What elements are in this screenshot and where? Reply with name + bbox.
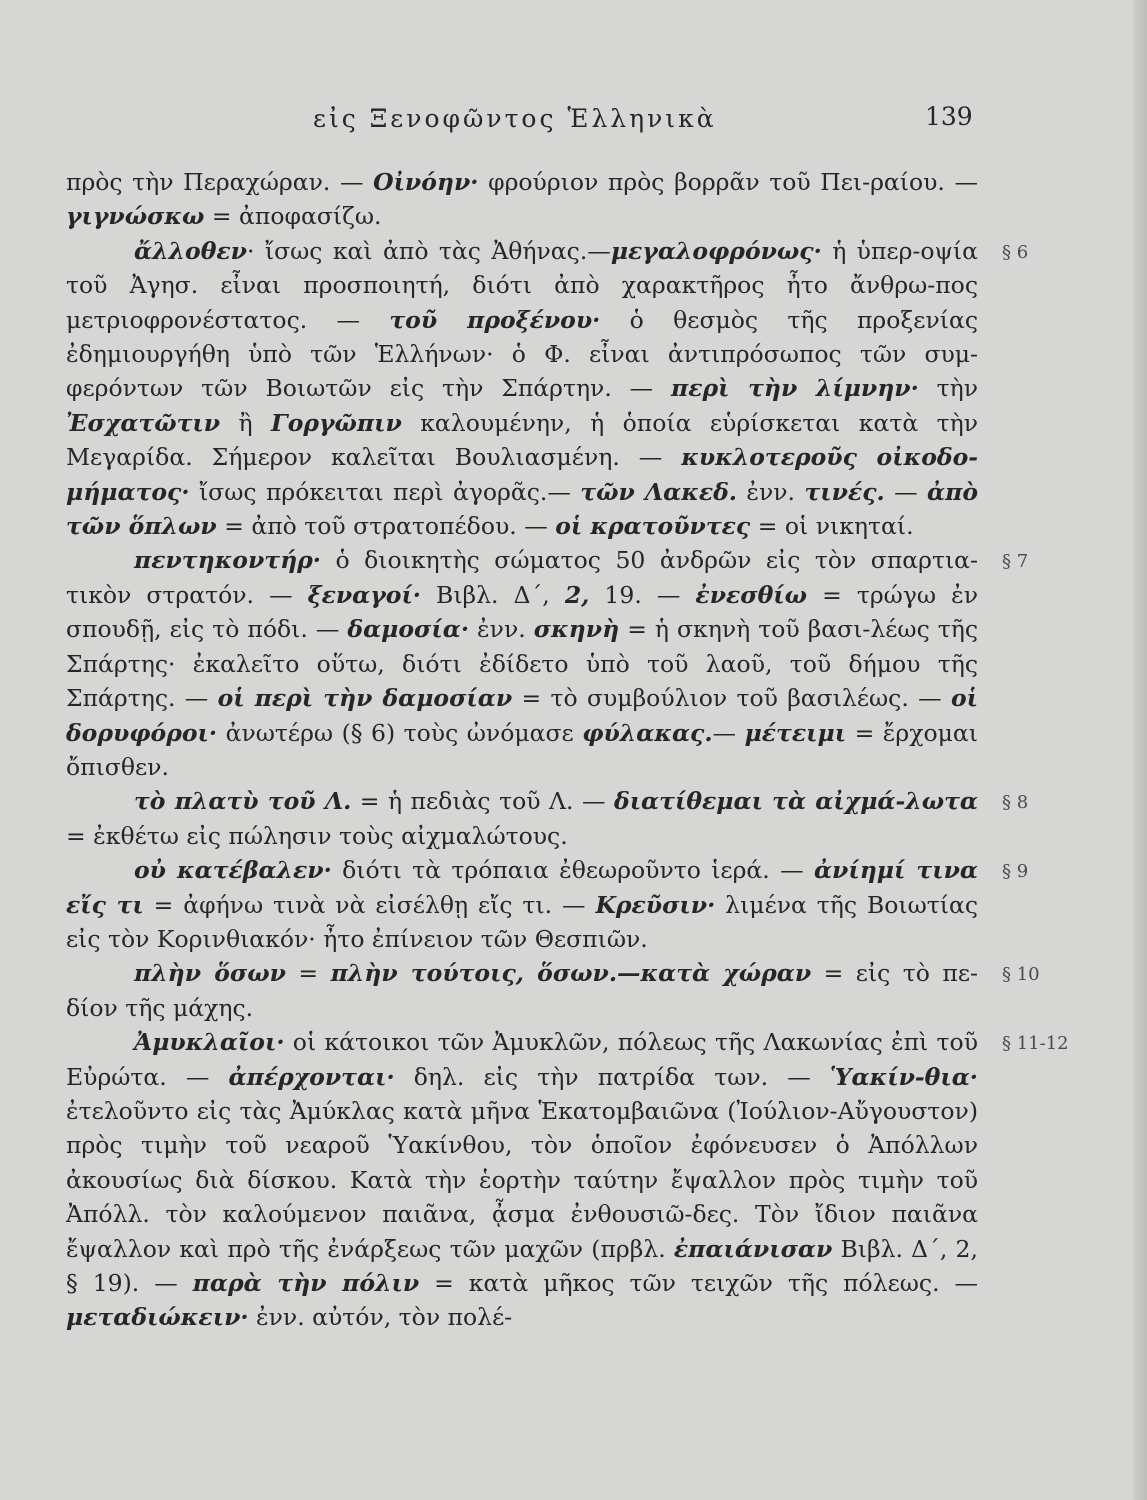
gloss-text: ὁ διοικητὴς σώματος 50 ἀνδρῶν εἰς τὸν σπαρτια-τικὸν στρατόν. — xyxy=(66,546,978,609)
gloss-text: πρὸς τὴν Περαχώραν. — xyxy=(66,168,374,196)
gloss-text: = τὸ συμβούλιον τοῦ βασιλέως. — xyxy=(512,684,951,713)
lemma: Οἰνόην· xyxy=(373,168,479,196)
section-marker: § 7 xyxy=(1002,551,1029,573)
paragraph xyxy=(66,1025,1069,1335)
gloss-text: 19. — xyxy=(589,580,696,609)
lemma: σκηνὴ xyxy=(533,615,620,644)
lemma: γιγνώσκω xyxy=(66,202,205,231)
gloss-text: Βιβλ. Δ΄, 2, § 19). — xyxy=(66,1234,978,1297)
lemma: παρὰ τὴν πόλιν xyxy=(192,1269,420,1297)
section-marker: § 11-12 xyxy=(1002,1033,1069,1055)
lemma: ξεναγοί· xyxy=(307,580,421,609)
gloss-text: λιμένα τῆς Βοιωτίας εἰς τὸν Κορινθιακόν· ἦτο ἐπίνειον τῶν Θεσπιῶν. xyxy=(66,890,978,953)
gloss-text: — xyxy=(884,477,928,506)
gloss-text: · ἴσως καὶ ἀπὸ τὰς Ἀθήνας.— xyxy=(246,236,611,265)
lemma: οἱ κρατοῦντες xyxy=(555,512,751,541)
section-marker: § 8 xyxy=(1002,792,1029,814)
lemma: πλὴν τούτοις, ὅσων.—κατὰ χώραν xyxy=(330,959,812,988)
section-marker: § 9 xyxy=(1002,861,1029,883)
gloss-text: ἐνν. xyxy=(469,615,534,644)
gloss-text: = ἀπὸ τοῦ στρατοπέδου. — xyxy=(216,512,556,541)
gloss-text: = ἡ σκηνὴ τοῦ βασι-λέως τῆς Σπάρτης· ἐκαλεῖτο οὕτω, διότι ἐδίδετο ὑπὸ τοῦ λαοῦ, τοῦ δήμου τῆς Σπάρτης. — xyxy=(66,615,979,713)
lemma: μέτειμι xyxy=(744,718,847,747)
lemma: μεγαλοφρόνως· xyxy=(610,236,822,265)
lemma: περὶ τὴν λίμνην· xyxy=(671,374,919,403)
gloss-text: — xyxy=(712,718,745,747)
lemma: τὸ πλατὺ τοῦ Λ. xyxy=(134,787,352,816)
lemma: Ἐσχατῶτιν xyxy=(66,408,221,437)
lemma: ἄλλοθεν xyxy=(134,236,247,265)
gloss-text: = ἡ πεδιὰς τοῦ Λ. — xyxy=(351,787,615,816)
lemma: τινές. xyxy=(804,477,885,506)
gloss-text: ἐνν. αὐτόν, τὸν πολέ- xyxy=(248,1303,513,1332)
lemma: μεταδιώκειν· xyxy=(66,1303,249,1332)
gloss-text: ἴσως πρόκειται περὶ ἀγορᾶς.— xyxy=(189,477,581,506)
gloss-text: φρούριον πρὸς βορρᾶν τοῦ Πει-ραίου. — xyxy=(478,168,979,196)
lemma: ἐπαιάνισαν xyxy=(673,1234,833,1263)
gloss-text: διότι τὰ τρόπαια ἐθεωροῦντο ἱερά. — xyxy=(331,856,814,885)
lemma: Κρεῦσιν· xyxy=(595,890,716,919)
lemma: δαμοσία· xyxy=(347,615,470,644)
lemma: ἀπὸ τῶν ὅπλων xyxy=(66,477,978,541)
lemma: κυκλοτεροῦς οἰκοδο-μήματος· xyxy=(66,443,978,506)
gloss-text: ἢ xyxy=(220,408,272,437)
gloss-text: Βιβλ. Δ΄, xyxy=(421,580,565,609)
gloss-text: ἐνν. xyxy=(736,477,805,506)
gloss-text: = οἱ νικηταί. xyxy=(750,512,914,541)
paragraph xyxy=(66,234,1029,544)
paragraph xyxy=(66,956,1040,1025)
lemma: οὐ κατέβαλεν· xyxy=(134,856,332,885)
lemma: τοῦ προξένου· xyxy=(389,305,601,334)
gloss-text: = ἀποφασίζω. xyxy=(204,202,382,231)
gloss-text: δηλ. εἰς τὴν πατρίδα των. — xyxy=(394,1062,830,1091)
page-edge xyxy=(1133,0,1147,1500)
lemma: Ἀμυκλαῖοι· xyxy=(134,1028,285,1057)
lemma: Γοργῶπιν xyxy=(271,408,402,437)
running-title: εἰς Ξενοφῶντος Ἑλληνικὰ xyxy=(313,104,717,133)
gloss-text: οἱ κάτοικοι τῶν Ἀμυκλῶν, πόλεως τῆς Λακωνίας ἐπὶ τοῦ Εὐρώτα. — xyxy=(66,1028,978,1091)
gloss-text: = τρώγω ἐν σπουδῇ, εἰς τὸ πόδι. — xyxy=(66,580,978,644)
lemma: ἐνεσθίω xyxy=(695,580,808,609)
lemma: ἀνίημί τινα εἴς τι xyxy=(66,856,978,919)
gloss-text: = ἔρχομαι ὄπισθεν. xyxy=(66,718,978,781)
gloss-text: = ἐκθέτω εἰς πώλησιν τοὺς αἰχμαλώτους. xyxy=(66,821,568,850)
gloss-text: = xyxy=(285,959,331,988)
lemma: τῶν Λακεδ. xyxy=(580,477,737,506)
lemma: οἱ περὶ τὴν δαμοσίαν xyxy=(217,684,513,713)
paragraph xyxy=(66,543,1029,784)
paragraph xyxy=(66,784,1029,853)
lemma: Ὑακίν-θια· xyxy=(829,1062,978,1091)
lemma: 2, xyxy=(564,580,590,609)
gloss-text: καλουμένην, ἡ ὁποία εὑρίσκεται κατὰ τὴν Μεγαρίδα. Σήμερον καλεῖται Βουλιασμένη. — xyxy=(66,408,978,472)
lemma: οἱ δορυφόροι· xyxy=(66,684,978,747)
page-header xyxy=(0,100,1147,140)
section-marker: § 10 xyxy=(1002,964,1040,986)
lemma: φύλακας. xyxy=(582,718,713,747)
page-number: 139 xyxy=(925,102,973,131)
gloss-text: ἀνωτέρω (§ 6) τοὺς ὠνόμασε xyxy=(217,718,583,747)
paragraph xyxy=(66,165,978,234)
section-marker: § 6 xyxy=(1002,241,1029,263)
gloss-text: = κατὰ μῆκος τῶν τειχῶν τῆς πόλεως. — xyxy=(419,1269,979,1297)
gloss-text: ὁ θεσμὸς τῆς προξενίας ἐδημιουργήθη ὑπὸ τῶν Ἑλλήνων· ὁ Φ. εἶναι ἀντιπρόσωπος τῶν συμ-φερόντων τῶν Βοιωτῶν εἰς τὴν Σπάρτην. — xyxy=(66,305,979,403)
gloss-text: ἐτελοῦντο εἰς τὰς Ἀμύκλας κατὰ μῆνα Ἑκατομβαιῶνα (Ἰούλιον-Αὔγουστον) πρὸς τιμὴν τοῦ νεαροῦ Ὑακίνθου, τὸν ὁποῖον ἐφόνευσεν ὁ Ἀπόλλων ἀκουσίως διὰ δίσκου. Κατὰ τὴν ἑορτὴν ταύτην ἔψαλλον πρὸς τιμὴν τοῦ Ἀπόλλ. τὸν καλούμενον παιᾶνα, ᾆσμα ἐνθουσιῶ-δες. Τὸν ἴδιον παιᾶνα ἔψαλλον καὶ πρὸ τῆς ἐνάρξεως τῶν μαχῶν (πρβλ. xyxy=(66,1096,978,1263)
gloss-text: ἡ ὑπερ-οψία τοῦ Ἀγησ. εἶναι προσποιητή, διότι ἀπὸ χαρακτῆρος ἦτο ἄνθρω-πος μετριοφρονέστατος. — xyxy=(66,236,979,334)
lemma: πεντηκοντήρ· xyxy=(134,546,321,575)
lemma: ἀπέρχονται· xyxy=(228,1062,395,1091)
lemma: διατίθεμαι τὰ αἰχμά-λωτα xyxy=(614,787,978,816)
paragraph xyxy=(66,853,1029,956)
gloss-text: = ἀφήνω τινὰ νὰ εἰσέλθῃ εἴς τι. — xyxy=(143,890,596,919)
commentary-text xyxy=(66,165,1069,1335)
gloss-text: = εἰς τὸ πε-δίον τῆς μάχης. xyxy=(66,959,978,1022)
gloss-text: τὴν xyxy=(918,374,979,403)
lemma: πλὴν ὅσων xyxy=(134,959,286,988)
